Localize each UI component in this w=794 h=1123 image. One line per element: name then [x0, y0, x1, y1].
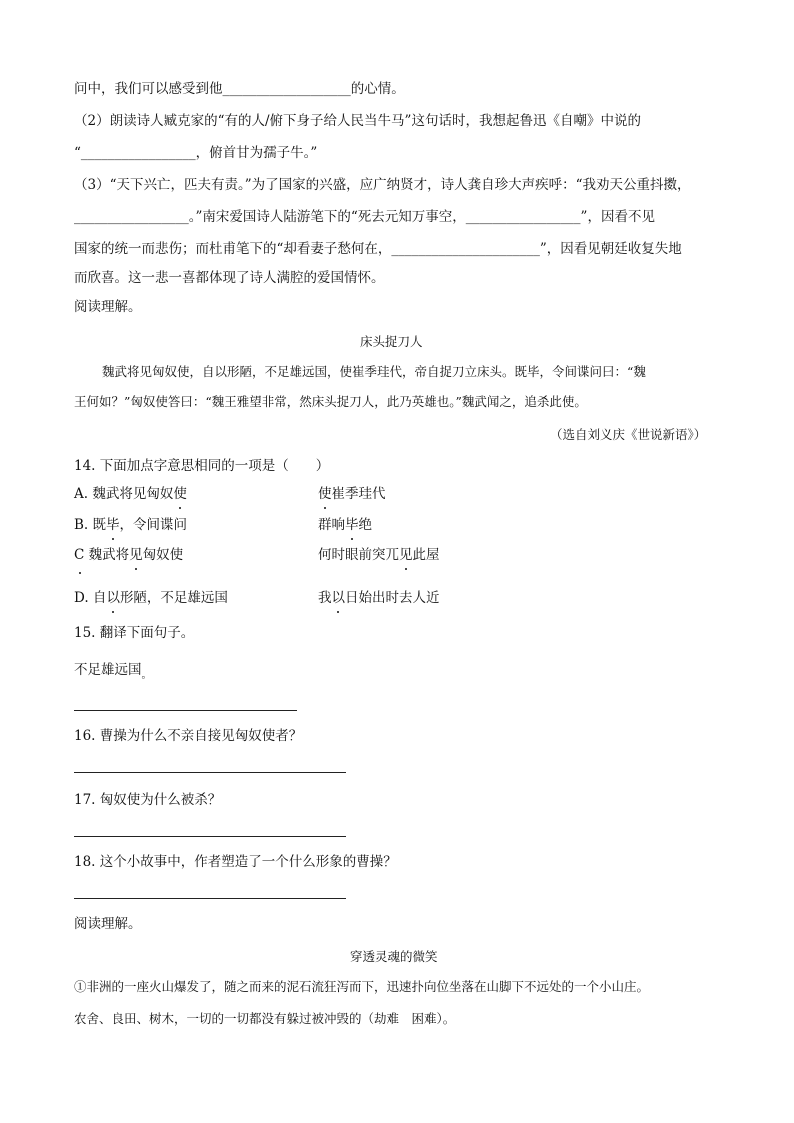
fill-line-2b: “_________________，俯首甘为孺子牛。” — [74, 145, 318, 161]
stray-dot — [79, 572, 81, 574]
question-18: 18. 这个小故事中，作者塑造了一个什么形象的曹操？ — [74, 854, 397, 870]
q17-answer-line[interactable] — [74, 836, 346, 837]
story2-title: 穿透灵魂的微笑 — [350, 949, 438, 964]
story2-paragraph-line-1: ①非洲的一座火山爆发了，随之而来的泥石流狂泻而下，迅速扑向位坐落在山脚下不远处的一个小山庄。 — [74, 979, 650, 994]
fill-line-1: 问中，我们可以感受到他___________________的心情。 — [74, 81, 405, 97]
section-heading-reading: 阅读理解。 — [74, 299, 142, 315]
question-15: 15. 翻译下面句子。 — [74, 625, 195, 641]
q14-option-b-left: B. 既毕，令间谍问 — [74, 517, 188, 533]
question-17: 17. 匈奴使为什么被杀？ — [74, 792, 222, 808]
q18-answer-line[interactable] — [74, 898, 346, 899]
question-16: 16. 曹操为什么不亲自接见匈奴使者？ — [74, 728, 303, 744]
story-title: 床头捉刀人 — [360, 334, 423, 349]
story2-paragraph-line-2: 农舍、良田、树木，一切的一切都没有躲过被冲毁的（劫难 困难）。 — [74, 1011, 456, 1026]
q14-option-d-left: D. 自以形陋，不足雄远国 — [74, 590, 228, 606]
q14-option-c-left: C 魏武将见匈奴使 — [74, 547, 184, 563]
fill-line-3d: 而欣喜。这一悲一喜都体现了诗人满腔的爱国情怀。 — [74, 270, 385, 286]
story-paragraph-line-1: 魏武将见匈奴使，自以形陋，不足雄远国，使崔季珪代，帝自捉刀立床头。既毕，令间谍问曰：“魏 — [102, 364, 646, 379]
fill-line-3b: _________________。”南宋爱国诗人陆游笔下的“死去元知万事空，_________________”，因看不见 — [74, 209, 655, 225]
q14-option-a-left: A. 魏武将见匈奴使 — [74, 486, 187, 502]
fill-line-2a: （2）朗读诗人臧克家的“有的人/俯下身子给人民当牛马”这句话时，我想起鲁迅《自嘲》中说的 — [74, 113, 641, 129]
fill-line-3a: （3）“天下兴亡，匹夫有责。”为了国家的兴盛，应广纳贤才，诗人龚自珍大声疾呼：“我劝天公重抖擞， — [74, 177, 691, 193]
q14-option-a-right: 使崔季珪代 — [318, 486, 386, 502]
fill-line-3c: 国家的统一而悲伤；而杜甫笔下的“却看妻子愁何在，______________________”，因看见朝廷收复失地 — [74, 241, 682, 257]
story-source: （选自刘义庆《世说新语》） — [550, 427, 707, 442]
story-paragraph-line-2: 王何如？”匈奴使答曰：“魏王雅望非常，然床头捉刀人，此乃英雄也。”魏武闻之，追杀此使。 — [74, 394, 587, 409]
q14-option-d-right: 我以日始出时去人近 — [318, 590, 440, 606]
q15-sentence: 不足雄远国$_。$ — [74, 662, 152, 681]
q15-answer-line[interactable] — [74, 710, 297, 711]
section-heading-reading-2: 阅读理解。 — [74, 916, 142, 932]
q16-answer-line[interactable] — [74, 772, 346, 773]
question-14: 14. 下面加点字意思相同的一项是（ ） — [74, 458, 330, 474]
q14-option-c-right: 何时眼前突兀见此屋 — [318, 547, 440, 563]
q14-option-b-right: 群响毕绝 — [318, 517, 372, 533]
